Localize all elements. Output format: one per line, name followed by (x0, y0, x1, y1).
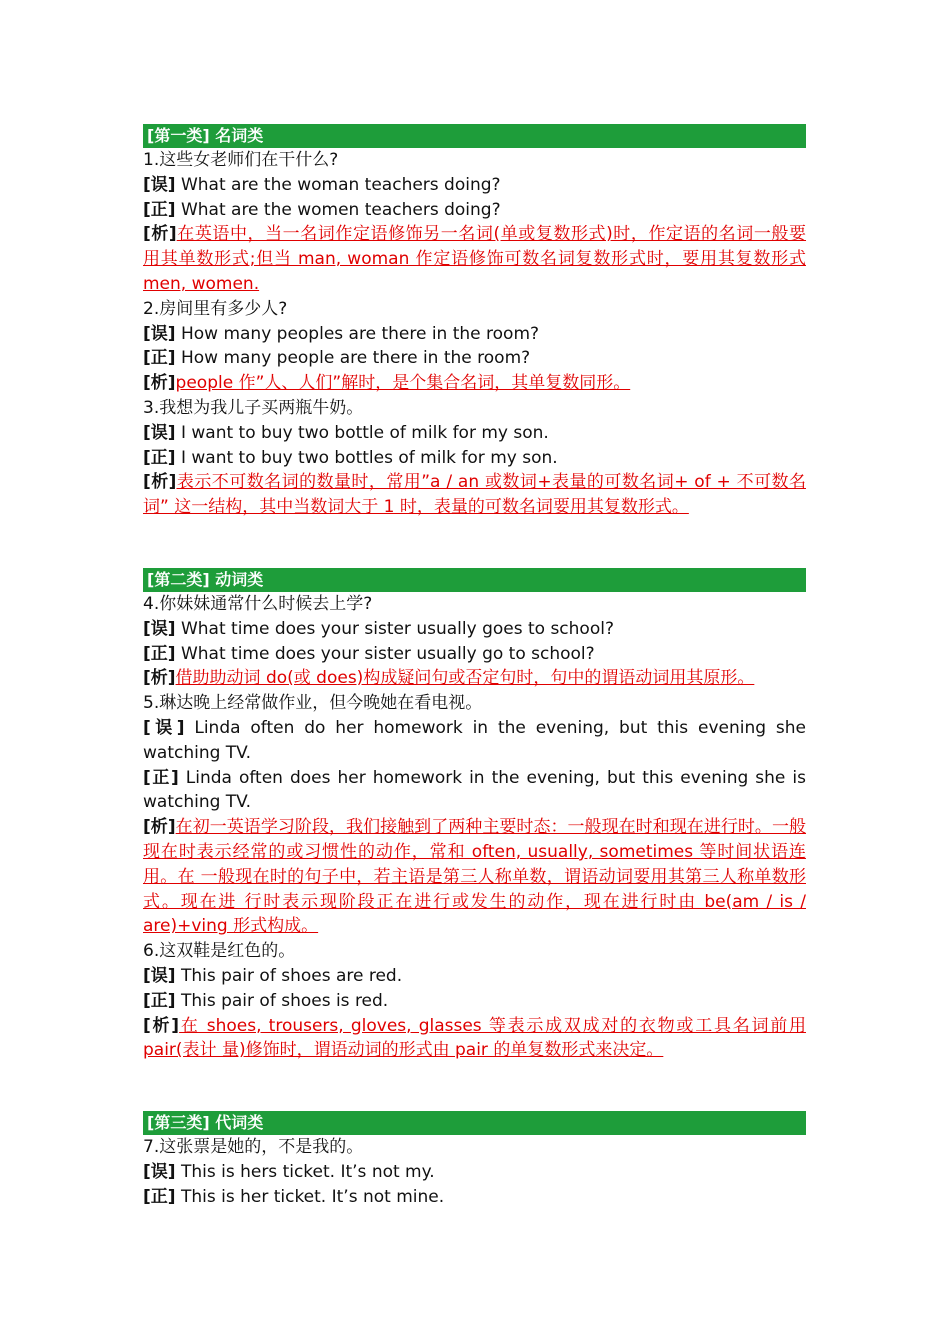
right-sentence (143, 642, 806, 667)
wrong-label: [误] (143, 323, 176, 344)
right-text: This pair of shoes is red. (180, 990, 389, 1011)
wrong-label: [误] (143, 618, 176, 639)
analysis-text: 借助助动词 do(或 does)构成疑问句或否定句时，句中的谓语动词用其原形。 (175, 668, 755, 689)
question: 2.房间里有多少人? (143, 298, 288, 319)
wrong-label: [误] (143, 174, 176, 195)
wrong-text: I want to buy two bottle of milk for my son. (180, 422, 549, 443)
analysis-text: people 作”人、人们”解时，是个集合名词，其单复数同形。 (175, 373, 631, 394)
analysis (143, 470, 806, 520)
right-sentence (143, 446, 806, 471)
right-label: [正] (143, 990, 176, 1011)
question: 1.这些女老师们在干什么? (143, 150, 339, 170)
analysis (143, 666, 806, 691)
section-header: [第二类] 动词类 (143, 568, 806, 592)
analysis-text: 在 shoes, trousers, gloves, glasses 等表示成双成对的衣物或工具名词前用 pair(表计 量)修饰时，谓语动词的形式由 pair 的单复数形式来决定。 (143, 1015, 806, 1061)
wrong-sentence (143, 421, 806, 446)
wrong-label: [误] (143, 965, 176, 986)
right-sentence (143, 766, 806, 816)
document-page (143, 124, 806, 1257)
analysis (143, 1014, 806, 1064)
wrong-sentence (143, 964, 806, 989)
right-text: I want to buy two bottles of milk for my son. (180, 447, 558, 468)
question: 6.这双鞋是红色的。 (143, 941, 296, 962)
wrong-sentence (143, 173, 806, 198)
wrong-text: What are the woman teachers doing? (180, 174, 501, 195)
analysis-text: 在初一英语学习阶段，我们接触到了两种主要时态：一般现在时和现在进行时。一般现在时表示经常的或习惯性的动作，常和 often, usually, sometimes 等时间状语连用。在 一般现在时的句子中，若主语是第三人称单数，谓语动词要用其第三人称单数形式。现在进 行时表示现阶段正在进行或发生的动作，现在进行时由 be(am / is / are)+ving 形式构成。 (143, 817, 807, 937)
section-header: [第一类] 名词类 (143, 124, 806, 148)
analysis (143, 371, 806, 396)
section-verbs (143, 568, 806, 1063)
question: 7.这张票是她的，不是我的。 (143, 1137, 364, 1158)
analysis-label: [析] (143, 1015, 180, 1036)
right-text: How many people are there in the room? (180, 348, 531, 369)
wrong-text: Linda often do her homework in the evening, but this evening she watching TV. (143, 717, 807, 763)
analysis-text: 在英语中，当一名词作定语修饰另一名词(单或复数形式)时，作定语的名词一般要 用其单数形式;但当 man, woman 作定语修饰可数名词复数形式时，要用其复数形式 men, women. (143, 224, 807, 294)
right-label: [正] (143, 199, 176, 220)
wrong-label: [误] (143, 1161, 176, 1182)
right-text: What time does your sister usually go to school? (180, 643, 595, 664)
question: 3.我想为我儿子买两瓶牛奶。 (143, 397, 364, 418)
wrong-sentence (143, 716, 806, 766)
wrong-sentence (143, 617, 806, 642)
right-label: [正] (143, 767, 179, 788)
right-label: [正] (143, 643, 176, 664)
right-label: [正] (143, 1186, 176, 1207)
right-sentence (143, 198, 806, 223)
right-text: This is her ticket. It’s not mine. (180, 1186, 445, 1207)
right-sentence (143, 989, 806, 1014)
right-text: Linda often does her homework in the evening, but this evening she is watching TV. (143, 767, 806, 813)
wrong-text: How many peoples are there in the room? (180, 323, 540, 344)
wrong-sentence (143, 1160, 806, 1185)
analysis (143, 222, 806, 296)
wrong-text: This is hers ticket. It’s not my. (180, 1161, 435, 1182)
analysis (143, 815, 806, 939)
wrong-text: What time does your sister usually goes to school? (180, 618, 614, 639)
analysis-label: [析] (143, 224, 177, 245)
right-sentence (143, 346, 806, 371)
wrong-sentence (143, 322, 806, 347)
analysis-label: [析] (143, 373, 176, 394)
analysis-text: 表示不可数名词的数量时，常用”a / an 或数词+表量的可数名词+ of + 不可数名词” 这一结构，其中当数词大于 1 时，表量的可数名词要用其复数形式。 (143, 472, 806, 518)
wrong-label: [误] (143, 422, 176, 443)
question: 5.琳达晚上经常做作业，但今晚她在看电视。 (143, 693, 483, 714)
wrong-label: [误] (143, 717, 185, 738)
right-label: [正] (143, 348, 176, 369)
section-nouns (143, 124, 806, 520)
section-pronouns (143, 1111, 806, 1209)
right-text: What are the women teachers doing? (180, 199, 501, 220)
section-header: [第三类] 代词类 (143, 1111, 806, 1135)
question: 4.你妹妹通常什么时候去上学? (143, 593, 373, 614)
analysis-label: [析] (143, 472, 177, 493)
wrong-text: This pair of shoes are red. (180, 965, 403, 986)
analysis-label: [析] (143, 668, 176, 689)
right-label: [正] (143, 447, 176, 468)
right-sentence (143, 1185, 806, 1210)
analysis-label: [析] (143, 817, 176, 838)
